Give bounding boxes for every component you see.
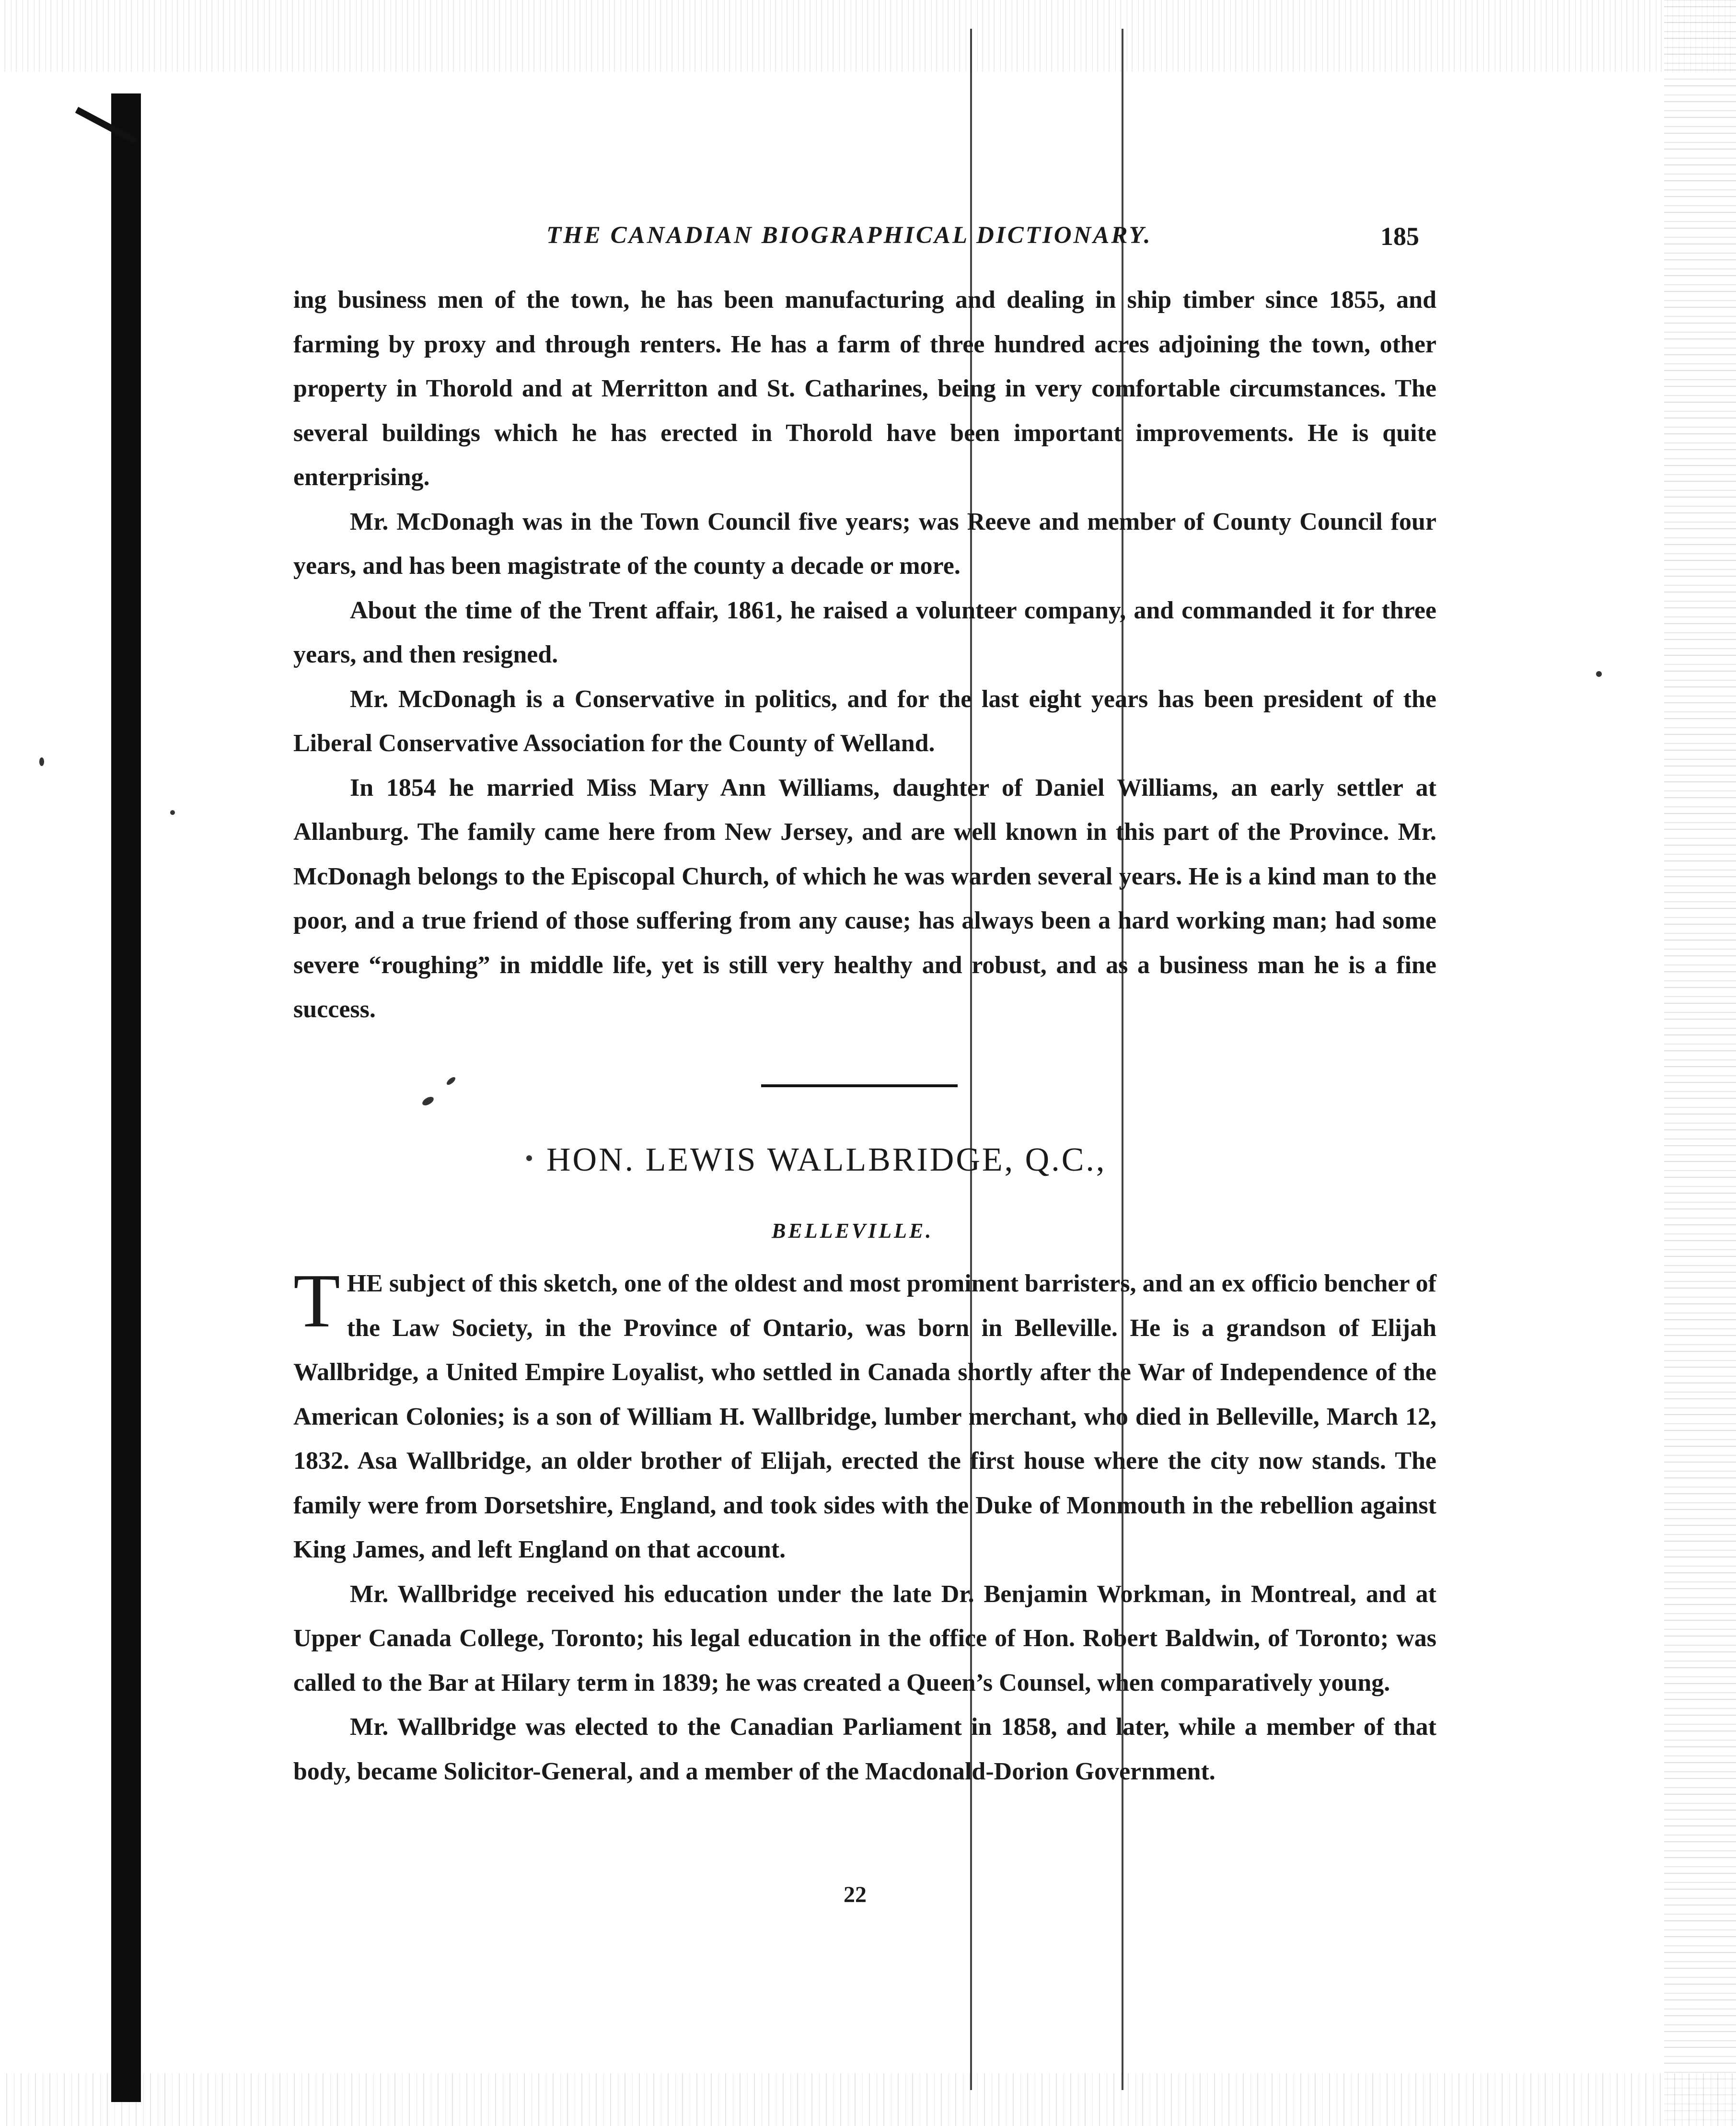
scan-edge-bottom — [0, 2073, 1736, 2126]
paragraph: ing business men of the town, he has been manufacturing and dealing in ship timber since 1855, and farming by proxy and through renters. He has a farm of three hundred acres adjoining the town, other property in Thorold and at Merritton and St. Catharines, being in very comfortable circumstances. The several buildings which he has erected in Thorold have been important improvements. He is quite enterprising. — [293, 286, 1436, 491]
paragraph: Mr. Wallbridge was elected to the Canadian Parliament in 1858, and later, while a member of that body, became Solicitor-General, and a member of the Macdonald-Dorion Government. — [293, 1713, 1436, 1785]
section-title: HON. LEWIS WALLBRIDGE, Q.C., — [546, 1141, 1107, 1178]
page-number: 185 — [1380, 222, 1419, 251]
section-body — [293, 1258, 1436, 1794]
ink-speck — [170, 810, 175, 815]
first-paragraph — [293, 1258, 1436, 1572]
paragraph: Mr. Wallbridge received his education under the late Dr. Benjamin Workman, in Montreal, and at Upper Canada College, Toronto; his legal education in the office of Hon. Robert Baldwin, of Toronto; was called to the Bar at Hilary term in 1839; he was created a Queen’s Counsel, when comparatively young. — [293, 1580, 1436, 1696]
ink-speck — [1596, 671, 1602, 677]
section-divider — [761, 1084, 958, 1087]
ink-speck — [526, 1155, 532, 1161]
section-subtitle: BELLEVILLE. — [772, 1219, 934, 1243]
ink-speck — [39, 757, 44, 766]
running-title: THE CANADIAN BIOGRAPHICAL DICTIONARY. — [546, 222, 1152, 249]
ink-speck — [421, 1095, 435, 1107]
first-paragraph-text: HE subject of this sketch, one of the oldest and most prominent barristers, and an ex officio bencher of the Law Society, in the Province of Ontario, was born in Belleville. He is a grandson of Elijah Wallbridge, a United Empire Loyalist, who settled in Canada shortly after the War of Independence of the American Colonies; is a son of William H. Wallbridge, lumber merchant, who died in Belleville, March 12, 1832. Asa Wallbridge, an older brother of Elijah, erected the first house where the city now stands. The family were from Dorsetshire, England, and took sides with the Duke of Monmouth in the rebellion against King James, and left England on that account. — [293, 1270, 1436, 1563]
scan-edge-right — [1664, 0, 1736, 2126]
scan-edge-top — [0, 0, 1736, 72]
paragraph: In 1854 he married Miss Mary Ann Williams, daughter of Daniel Williams, an early settler at Allanburg. The family came here from New Jersey, and are well known in this part of the Province. Mr. McDonagh belongs to the Episcopal Church, of which he was warden several years. He is a kind man to the poor, and a true friend of those suffering from any cause; has always been a hard working man; had some severe “roughing” in middle life, yet is still very healthy and robust, and as a business man he is a fine success. — [293, 774, 1436, 1023]
printer-signature: 22 — [844, 1882, 867, 1907]
paragraph: Mr. McDonagh was in the Town Council five years; was Reeve and member of County Council four years, and has been magistrate of the county a decade or more. — [293, 508, 1436, 580]
paragraph: Mr. McDonagh is a Conservative in politics, and for the last eight years has been president of the Liberal Conservative Association for the County of Welland. — [293, 685, 1436, 757]
continuation-text — [293, 278, 1436, 1032]
paragraph: About the time of the Trent affair, 1861, he raised a volunteer company, and commanded it for three years, and then resigned. — [293, 596, 1436, 668]
binding-edge — [111, 93, 141, 2102]
ink-speck — [445, 1076, 456, 1086]
drop-cap: T — [293, 1258, 340, 1343]
